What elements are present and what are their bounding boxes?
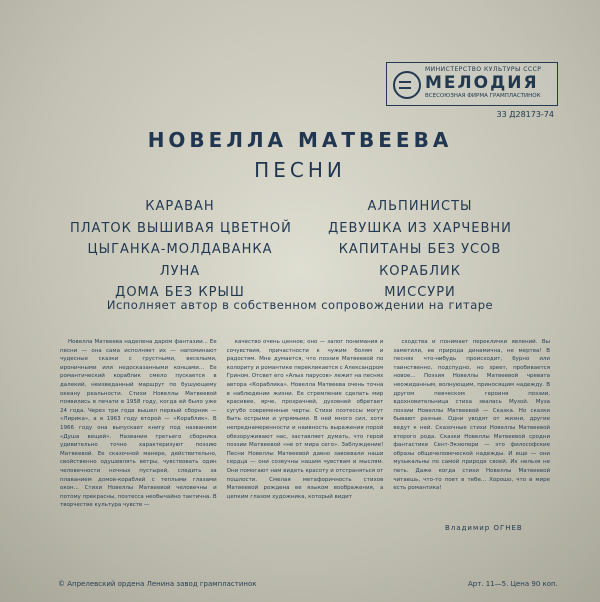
factory-credit: © Апрелевский ордена Ленина завод грампластинок bbox=[58, 580, 257, 588]
track-item: МИССУРИ bbox=[384, 285, 456, 300]
tracklist-right bbox=[305, 196, 535, 304]
track-item: ЛУНА bbox=[159, 263, 201, 279]
track-item: ЦЫГАНКА-МОЛДАВАНКА bbox=[87, 242, 273, 257]
liner-notes-column-1 bbox=[60, 338, 217, 558]
performer-note: Исполняет автор в собственном сопровождении на гитаре bbox=[106, 298, 494, 312]
track-item: КАРАВАН bbox=[145, 199, 215, 214]
track-item: ПЛАТОК ВЫШИВАЯ ЦВЕТНОЙ bbox=[70, 220, 292, 236]
album-title: ПЕСНИ bbox=[254, 158, 346, 182]
liner-notes-text: качество очень ценное; оно — залог понимания и сочувствия, причастности к чужим болям и радостям. Мне думается, что поэзия Матвеевой по колориту и романтике перекликается с Александром Грином. Отсвет его «Алых парусов» лежит на песнях автора «Кораблика». Новелла Матвеева очень точна в наблюдении жизни. Ее стремление сделать мир красивее, ярче, прозрачней, духовней обретает сугубо современные черты. Стихи поэтессы могут быть острыми и упрямыми. В ней много сил, хотя непреднамеренности и наивность выражения порой обезоруживают нас, заставляет думать, что герой поэзии Матвеевой «не от мира сего». Заблуждение! Песни Новеллы Матвеевой давно завоевали наши сердца — они созвучны нашим чувствам и мыслям. Они помогают нам видеть красоту и отстраняться от пошлости. Смелая метафоричность стихов Матвеевой рождена ее языком воображения, а цепким глазом художника, который видит bbox=[226, 339, 384, 500]
brand-subtitle: ВСЕСОЮЗНАЯ ФИРМА ГРАМПЛАСТИНОК bbox=[425, 93, 541, 99]
track-item: АЛЬПИНИСТЫ bbox=[367, 199, 473, 214]
brand-name: МЕЛОДИЯ bbox=[425, 73, 539, 93]
liner-notes-text: Новелла Матвеева наделена даром фантазии... Ее песни — она сама исполняет их — напоминают чудесные сказки с грустными, веселыми, ироничными или недосказанными концами... Ее романтический кораблик смело пускается в далекий, неизведанный маршрут по бушующему океану реальности. Стихи Новеллы Матвеевой появились в печати в 1958 году, когда ей было уже 24 года. Через три года вышел первый сборник — «Лирика», а в 1963 году второй — «Кораблик». В 1966 году она выпускает книгу под названием «Душа вещей». Названия третьего сборника удивительно точно характеризуют поэзию Матвеевой. Ее сказочной манере, действительно, свойственно одушевлять ветры, чувствовать один человечности ночных пустырей, следить за плаванием домов-кораблей с теплыми глазами окон... Стихи Новеллы Матвеевой человечны и потому прекрасны, поэтесса необычайно тактична. В творчестве культура чувств — bbox=[60, 339, 217, 509]
liner-notes-column-2 bbox=[227, 338, 384, 558]
tracklist-left bbox=[70, 196, 290, 304]
track-item: КОРАБЛИК bbox=[379, 263, 461, 279]
melodiya-label bbox=[386, 62, 558, 106]
track-item: КАПИТАНЫ БЕЗ УСОВ bbox=[338, 242, 502, 257]
notes-author: Владимир ОГНЕВ bbox=[445, 524, 523, 532]
track-item: ДЕВУШКА ИЗ ХАРЧЕВНИ bbox=[328, 220, 512, 236]
artist-name: НОВЕЛЛА МАТВЕЕВА bbox=[147, 128, 453, 152]
ministry-text: МИНИСТЕРСТВО КУЛЬТУРЫ СССР bbox=[425, 66, 542, 73]
melodiya-logo-icon bbox=[393, 71, 421, 99]
price-info: Арт. 11—5. Цена 90 коп. bbox=[468, 580, 558, 588]
track-item: ДОМА БЕЗ КРЫШ bbox=[115, 285, 245, 300]
catalog-number: 33 Д28173-74 bbox=[496, 110, 554, 119]
liner-notes-text: сходства и понимает переклички явлений. Вы заметили, ее природа динамична, не мертва! В песнях что-нибудь происходит, бурно или таинственно, подспудно, но зреет, пробивается новое... Поэзия Новеллы Матвеевой чревата неожиданным, волнующим, приносящим надежду. В другом певческом героиня поэзии, вдохновительница стиха звалась Музой. Муза поэзии Новеллы Матвеевой — Сказка. Но сказки бывают разные. Одни уводят от жизни, другие ведут к ней. Сказочные стихи Новеллы Матвеевой второго рода. Сказки Новеллы Матвеевой сродни фантастике Сент-Экзюпери — это философские образы общечеловеческой надежды. И еще — они музыкальны по самой природе своей. Их нельзя не петь. Даже когда стихи Новеллы Матвеевой читаешь, что-то поет в тебе... Хорошо, что в мире есть романтика! bbox=[393, 339, 551, 492]
